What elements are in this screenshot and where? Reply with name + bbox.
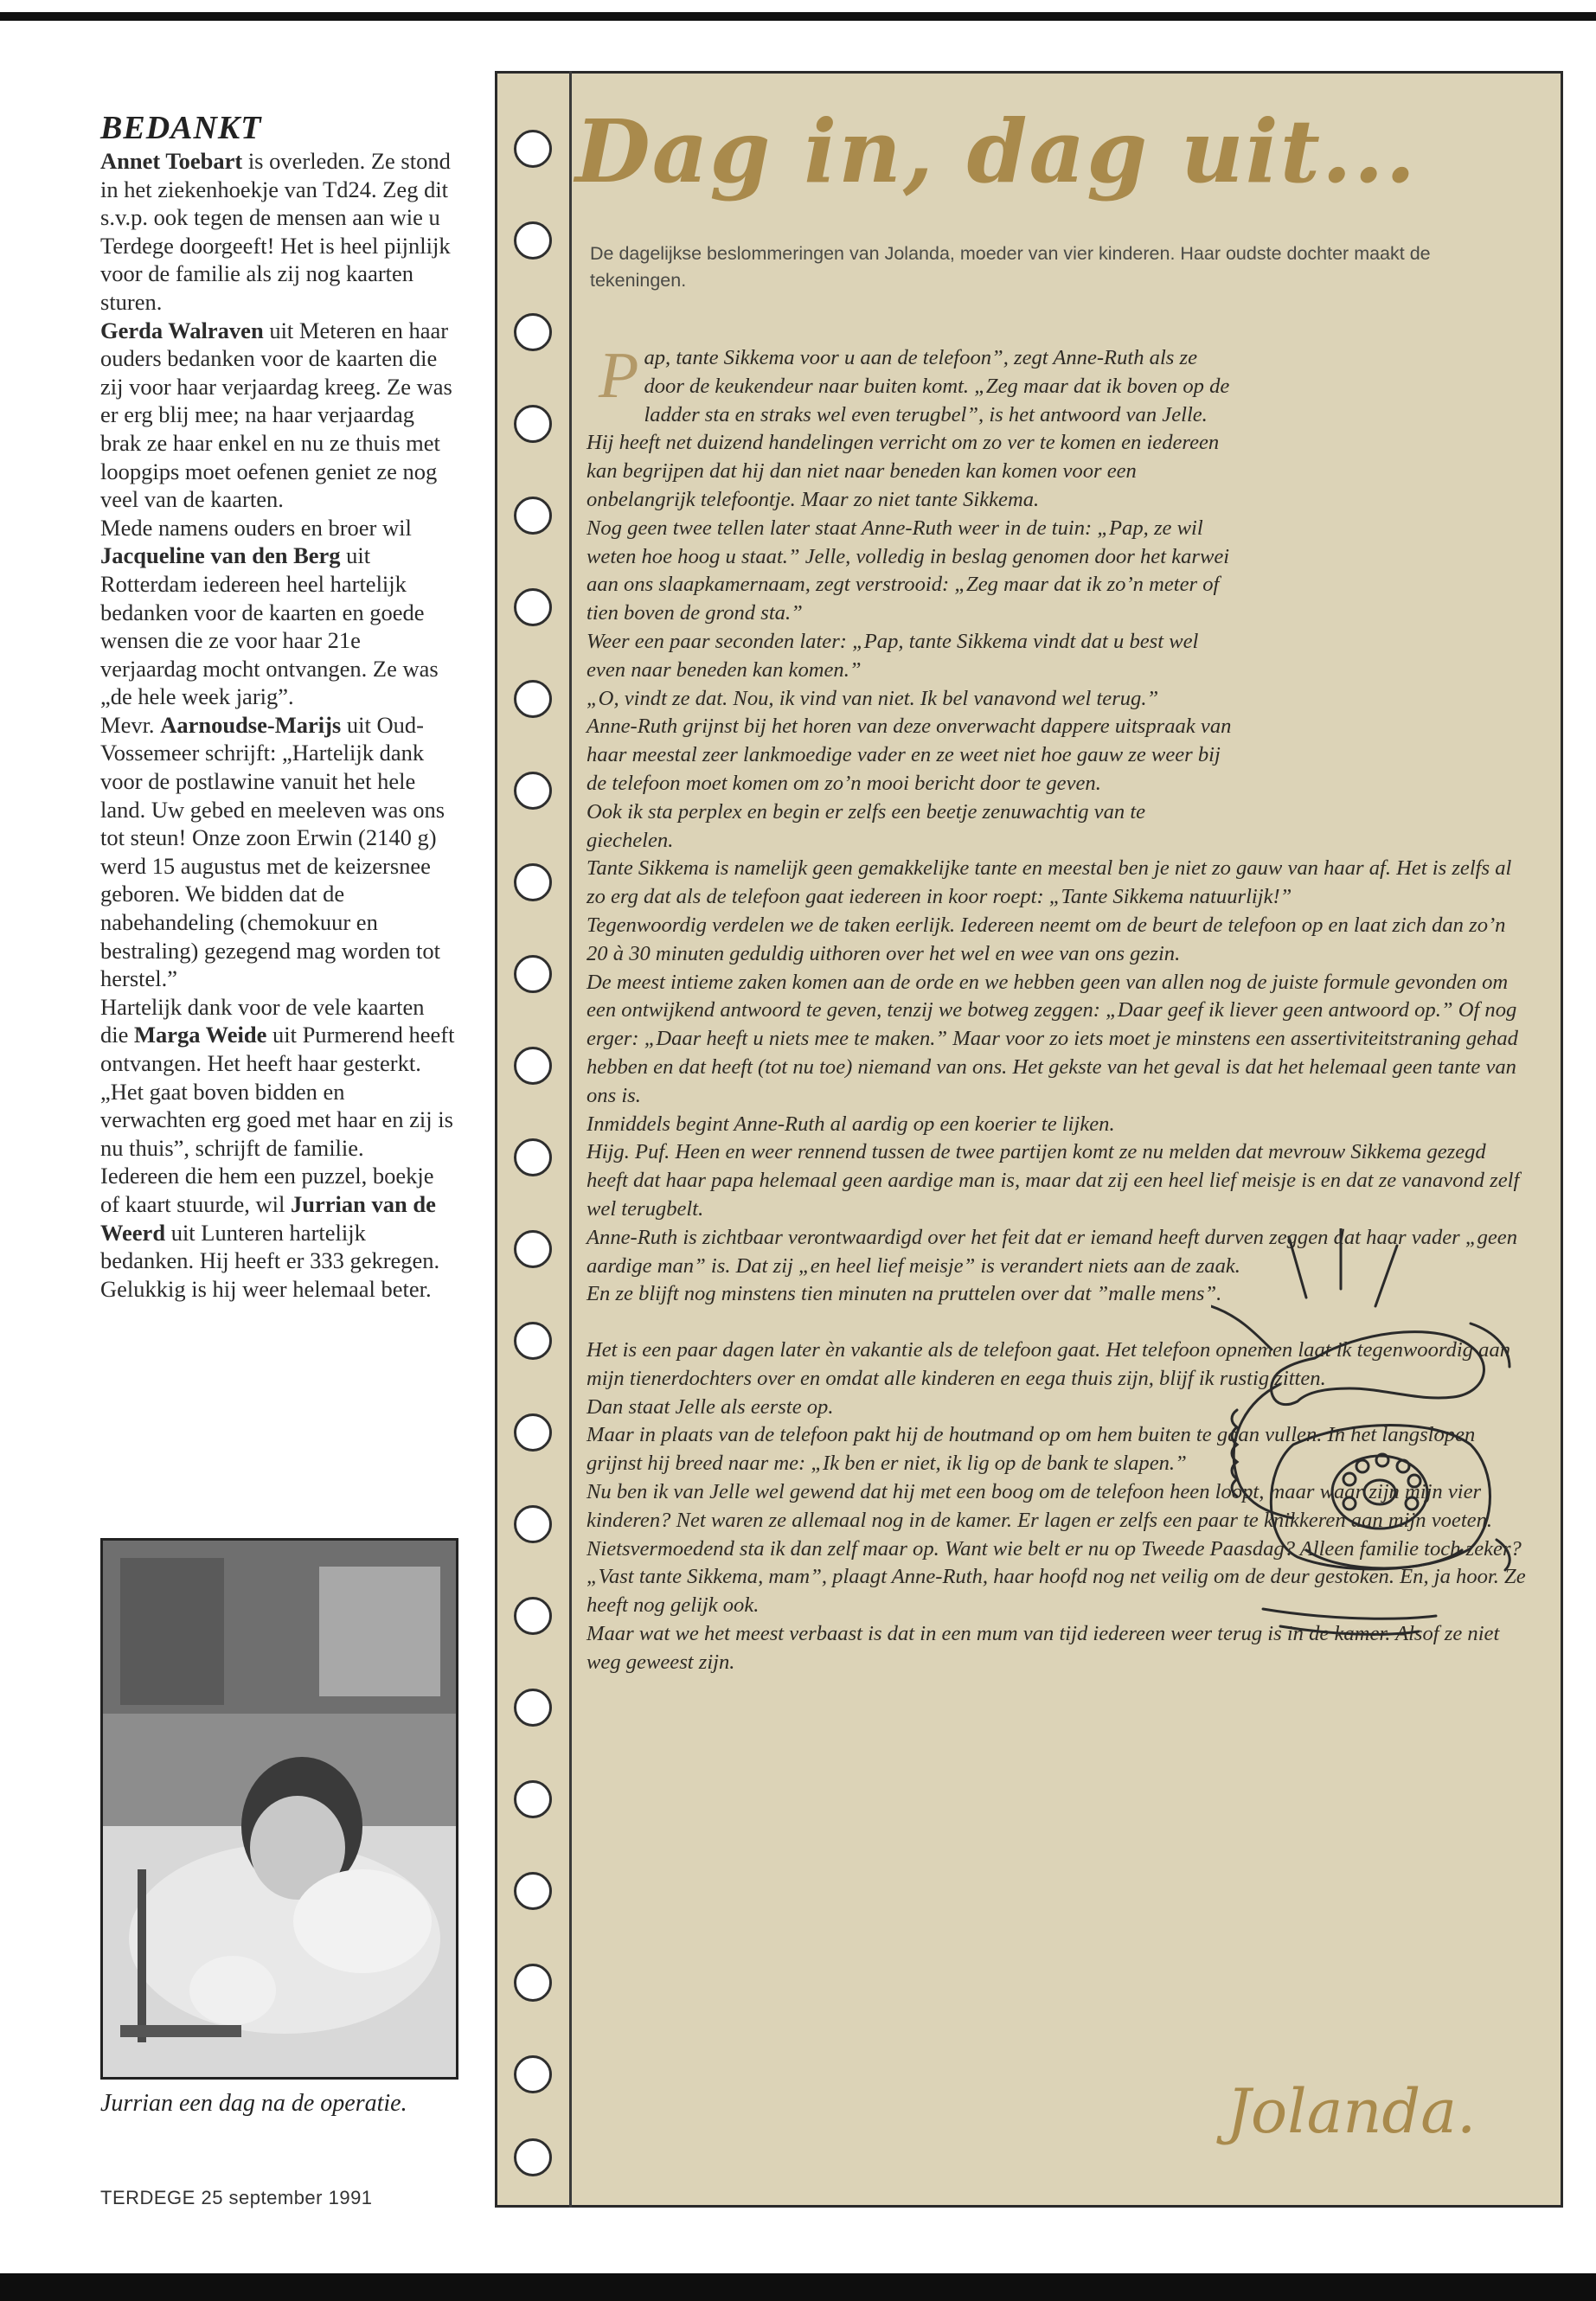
person-name: Annet Toebart: [100, 148, 243, 174]
story-paragraph: Nog geen twee tellen later staat Anne-Ruth weer in de tuin: „Pap, ze wil weten hoe hoog u staat.” Jelle, volledig in beslag genomen door het karwei aan ons slaapkamernaam, zegt verstrooid: „Zeg maar dat ik zo’n meter of tien boven de grond sta.”: [586, 516, 1230, 625]
bedankt-paragraph: [100, 1162, 455, 1303]
story-paragraph: Nu ben ik van Jelle wel gewend dat hij met een boog om de telefoon heen loopt, maar waar zijn mijn vier kinderen? Net waren ze allemaal nog in de kamer. Er lagen er zelfs een paar te knikkeren aan mijn voeten.: [586, 1480, 1493, 1532]
paragraph-text: Hartelijk dank voor de vele kaarten die: [100, 993, 425, 1048]
binder-hole: [514, 955, 552, 993]
story-paragraph: De meest intieme zaken komen aan de orde en we hebben geen van allen nog de juiste formule gevonden om een ontwijkend antwoord te geven, tenzij we botweg zeggen: „Daar geef ik liever geen antwoord op.” Of nog erger: „Daar heeft u niets mee te maken.” Maar voor zo iets moet je minstens een assertiviteitstraning gehad hebben en dat heeft (tot nu toe) niemand van ons. Het gekste van het geval is dat het helemaal geen tante van ons is.: [586, 970, 1518, 1107]
paragraph-text: uit Purmerend heeft ontvangen. Het heeft haar gesterkt. „Het gaat boven bidden en verwachten erg goed met haar en zij is nu thuis”, schrijft de familie.: [100, 1022, 455, 1161]
story-paragraph: Tegenwoordig verdelen we de taken eerlijk. Iedereen neemt om de beurt de telefoon op en laat zich dan zo’n 20 à 30 minuten geduldig uithoren over het wel en wee van ons gezin.: [586, 913, 1506, 965]
bedankt-heading: BEDANKT: [100, 110, 262, 146]
ring-line: [1211, 1306, 1272, 1349]
paragraph-text: uit Meteren en haar ouders bedanken voor de kaarten die zij voor haar verjaardag kreeg. Ze was er erg blij mee; na haar verjaardag brak ze haar enkel en nu ze thuis met loopgips moet oefenen geniet ze nog veel van de kaarten.: [100, 317, 452, 513]
photo-caption: Jurrian een dag na de operatie.: [100, 2090, 407, 2117]
story-paragraph: Dan staat Jelle als eerste op.: [586, 1394, 834, 1419]
story-paragraph: Nietsvermoedend sta ik dan zelf maar op. Want wie belt er nu op Tweede Paasdag? Alleen familie toch zeker?: [586, 1536, 1522, 1561]
story-paragraph: Anne-Ruth grijnst bij het horen van deze onverwacht dappere uitspraak van haar meestal zeer lankmoedige vader en ze weet niet hoe gauw ze weer bij de telefoon moet komen om zo’n mooi bericht door te geven.: [586, 715, 1232, 795]
top-rule: [0, 12, 1596, 21]
binder-hole: [514, 1230, 552, 1268]
paragraph-text: uit Oud-Vossemeer schrijft: „Hartelijk dank voor de postlawine vanuit het hele land. Uw gebed en meeleven was ons tot steun! Onze zoon Erwin (2140 g) werd 15 augustus met de keizersnee geboren. We bidden dat de nabehandeling (chemokuur en bestraling) gezegend mag worden tot herstel.”: [100, 711, 445, 992]
paragraph-text: Mede namens ouders en broer wil: [100, 514, 412, 541]
story-paragraph: En ze blijft nog minstens tien minuten na pruttelen over dat ”malle mens”.: [586, 1282, 1222, 1306]
bedankt-paragraph: [100, 993, 455, 1163]
hospital-photo: [100, 1538, 458, 2080]
binder-hole: [514, 1780, 552, 1818]
binder-hole: [514, 1964, 552, 2002]
person-name: Aarnoudse-Marijs: [160, 711, 342, 738]
story-paragraph: „Vast tante Sikkema, mam”, plaagt Anne-Ruth, haar hoofd nog net veilig om de deur gestoken. En, ja hoor. Ze heeft nog gelijk ook.: [586, 1565, 1526, 1618]
binder-hole: [514, 1872, 552, 1910]
binder-hole: [514, 221, 552, 260]
binder-hole: [514, 1138, 552, 1176]
column-title: Dag in, dag uit...: [575, 100, 1418, 202]
float-spacer: [1530, 344, 1531, 1214]
bedankt-paragraph: [100, 317, 455, 514]
binder-hole: [514, 863, 552, 901]
issue-footer: TERDEGE 25 september 1991: [100, 2187, 373, 2208]
bedankt-column: [100, 111, 455, 1303]
author-signature: Jolanda.: [1227, 2076, 1477, 2147]
story-paragraph: „O, vindt ze dat. Nou, ik vind van niet. Ik bel vanavond wel terug.”: [586, 686, 1159, 710]
binder-hole: [514, 2055, 552, 2093]
story-paragraph: Anne-Ruth is zichtbaar verontwaardigd over het feit dat er iemand heeft durven zeggen dat haar vader „geen aardige man” is. Dat zij „en heel lief meisje” is verandert niets aan de zaak.: [586, 1225, 1518, 1278]
paragraph-text: Mevr.: [100, 711, 161, 738]
story-paragraph: Weer een paar seconden later: „Pap, tante Sikkema vindt dat u best wel even naar beneden kan komen.”: [586, 629, 1199, 682]
binder-hole: [514, 1689, 552, 1727]
binder-hole: [514, 1413, 552, 1452]
paragraph-text: uit Lunteren hartelijk bedanken. Hij heeft er 333 gekregen. Gelukkig is hij weer helemaal beter.: [100, 1219, 440, 1302]
person-name: Jacqueline van den Berg: [100, 542, 341, 569]
paragraph-text: uit Rotterdam iedereen heel hartelijk bedanken voor de kaarten en goede wensen die ze voor haar 21e verjaardag mocht ontvangen. Ze was „de hele week jarig”.: [100, 542, 439, 710]
ring-line: [1375, 1246, 1397, 1306]
binder-hole: [514, 1047, 552, 1085]
ring-line: [1289, 1237, 1306, 1298]
binder-hole: [514, 680, 552, 718]
bedankt-text: [100, 147, 455, 1303]
paragraph-text: Iedereen die hem een puzzel, boekje of kaart stuurde, wil: [100, 1163, 434, 1217]
person-name: Jurrian van de Weerd: [100, 1190, 436, 1246]
binder-hole: [514, 772, 552, 810]
binder-hole: [514, 1505, 552, 1543]
illustration-wrap: [1232, 344, 1530, 829]
telephone-drawing: [1211, 1228, 1540, 1678]
binder-hole: [514, 1322, 552, 1360]
story-paragraph: Ook ik sta perplex en begin er zelfs een beetje zenuwachtig van te giechelen.: [586, 799, 1146, 852]
binder-hole: [514, 405, 552, 443]
binder-hole: [514, 130, 552, 168]
drop-cap: P: [599, 339, 639, 412]
binder-hole: [514, 313, 552, 351]
story-paragraph: Het is een paar dagen later èn vakantie als de telefoon gaat. Het telefoon opnemen laat ik tegenwoordig aan mijn tienerdochters over en omdat alle kinderen en eega thuis zijn, blijf ik rustig zitten.: [586, 1338, 1511, 1390]
paragraph-text: ap, tante Sikkema voor u aan de telefoon”, zegt Anne-Ruth als ze door de keukendeur naar buiten komt. „Zeg maar dat ik boven op de ladder sta en straks wel even terugbel”, is het antwoord van Jelle.: [644, 346, 1230, 426]
binder-hole: [514, 1597, 552, 1635]
bedankt-paragraph: [100, 147, 455, 317]
binder-hole: [514, 2138, 552, 2176]
story-paragraph: Tante Sikkema is namelijk geen gemakkelijke tante en meestal ben je niet zo gauw van haar af. Het is zelfs al zo erg dat als de telefoon gaat iedereen in koor roept: „Tante Sikkema natuurlijk!”: [586, 856, 1512, 909]
bedankt-paragraph: [100, 711, 455, 993]
bedankt-paragraph: [100, 514, 455, 711]
binder-hole: [514, 497, 552, 535]
story-paragraph: Maar wat we het meest verbaast is dat in een mum van tijd iedereen weer terug is in de kamer. Alsof ze niet weg geweest zijn.: [586, 1622, 1500, 1674]
person-name: Marga Weide: [134, 1022, 267, 1048]
binder-hole: [514, 588, 552, 626]
boy-in-bed-illustration: [103, 1541, 456, 2077]
paragraph-text: is overleden. Ze stond in het ziekenhoekje van Td24. Zeg dit s.v.p. ook tegen de mensen aan wie u Terdege doorgeeft! Het is heel pijnlijk voor de familie als zij nog kaarten sturen.: [100, 148, 451, 315]
person-name: Gerda Walraven: [100, 317, 264, 343]
story-paragraph: Hijg. Puf. Heen en weer rennend tussen de twee partijen komt ze nu melden dat mevrouw Sikkema gezegd heeft dat haar papa helemaal geen aardige man is, maar dat zij een heel lief meisje is en dat ze vanavond zelf wel terugbelt.: [586, 1140, 1520, 1221]
story-paragraph: Inmiddels begint Anne-Ruth al aardig op een koerier te lijken.: [586, 1112, 1115, 1136]
story-paragraph: Hij heeft net duizend handelingen verricht om zo ver te komen en iedereen kan begrijpen dat hij dan niet naar beneden kan komen voor een onbelangrijk telefoontje. Maar zo niet tante Sikkema.: [586, 431, 1220, 511]
notebook-margin-line: [569, 71, 572, 2208]
column-subtitle: De dagelijkse beslommeringen van Jolanda, moeder van vier kinderen. Haar oudste dochter maakt de tekeningen.: [590, 243, 1431, 291]
story-paragraph: Maar in plaats van de telefoon pakt hij de houtmand op om hem buiten te gaan vullen. In het langslopen grijnst hij breed naar me: „Ik ben er niet, ik lig op de bank te slapen.”: [586, 1423, 1476, 1476]
bottom-rule: [0, 2273, 1596, 2301]
